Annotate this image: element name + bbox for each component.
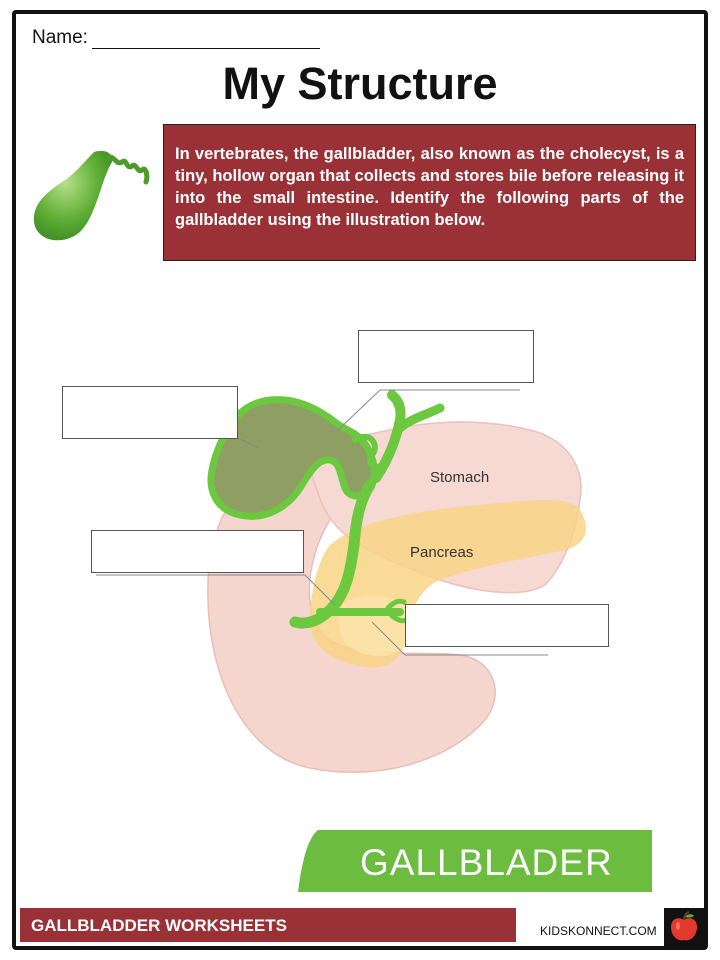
stomach-label: Stomach <box>430 469 490 486</box>
answer-box-1[interactable] <box>62 386 238 439</box>
answer-box-3[interactable] <box>91 530 304 573</box>
pancreas-label: Pancreas <box>410 544 474 561</box>
apple-logo-box <box>664 908 704 948</box>
intro-text: In vertebrates, the gallbladder, also known as the cholecyst, is a tiny, hollow organ that collects and stores bile before releasing it into the small intestine. Identify the following parts of the gallbladder using the illustration below. <box>175 145 684 229</box>
name-label: Name: <box>32 27 88 48</box>
site-name: KIDSKONNECT.COM <box>540 924 657 938</box>
banner-text: GALLBLADER <box>360 842 613 883</box>
footer-title: GALLBLADDER WORKSHEETS <box>31 916 287 935</box>
answer-box-2[interactable] <box>358 330 534 383</box>
answer-box-4[interactable] <box>405 604 609 647</box>
apple-icon <box>664 908 704 948</box>
page-title: My Structure <box>222 58 498 109</box>
